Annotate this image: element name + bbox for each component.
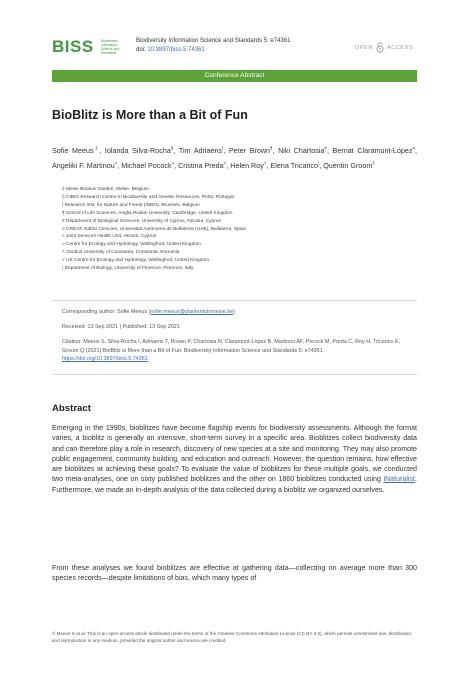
affiliation-item: ˄ Ovidius University of Constanta, Constanta, Romania — [62, 250, 180, 256]
author-affiliation-mark: ¤ — [412, 146, 415, 151]
author-affiliation-mark: ˅ — [263, 160, 267, 166]
author-name: Angeliki F. Martinou — [52, 161, 115, 171]
author-name: Peter Brown — [228, 146, 271, 156]
author-name: Cristina Preda — [178, 161, 224, 171]
author-affiliation-mark: ¦ — [318, 160, 320, 166]
logo-sub-line: Biodiversity — [101, 39, 118, 43]
author-entry — [178, 161, 230, 170]
corresponding-author — [62, 308, 235, 317]
author-name: Niki Chartosia — [278, 146, 325, 156]
author-affiliation-mark: ‡ — [93, 146, 100, 151]
affiliation-item: ¶ School of Life Sciences, Anglia Ruskin University, Cambridge, United Kingdom — [62, 210, 233, 216]
author-entry — [270, 161, 323, 170]
affiliation-item: ¤ CREAF, Edifici Ciencies, Universitat Autònoma de Bellaterra (UAB), Bellaterra, Spain — [62, 226, 247, 232]
affiliation-item: » Centre for Ecology and Hydrology, Wallingford, United Kingdom — [62, 242, 201, 248]
author-affiliation-mark: » — [171, 160, 175, 166]
open-access-right: ACCESS — [387, 44, 414, 51]
biss-logo: BISS — [52, 37, 94, 56]
abstract-paragraph-1 — [52, 423, 417, 495]
doi-prefix: doi: — [136, 47, 148, 53]
author-separator: , — [326, 146, 333, 156]
author-affiliation-mark: | — [222, 146, 224, 151]
author-name: Tim Adriaens — [178, 146, 223, 156]
doi-line — [136, 47, 205, 53]
author-entry — [278, 146, 332, 155]
author-separator: , — [266, 161, 271, 171]
abstract-paragraph-2: From these analyses we found bioblitzes are effective at gathering data—collecting on average more than 300 species records—despite limitations of bias, which many types of — [52, 564, 417, 583]
author-affiliation-mark: ˄ — [223, 160, 227, 166]
author-entry — [323, 161, 375, 170]
abstract-p1-text-end: . Furthermore, we made an in-depth analysis of the data collected during a bioblitz we organized ourselves. — [52, 475, 417, 494]
abstract-heading: Abstract — [52, 403, 91, 414]
affiliation-item: # Department of Biological Sciences, University of Cyprus, Nicosia, Cyprus — [62, 218, 221, 224]
author-name: Bernat Claramunt-López — [332, 146, 413, 156]
open-access-left: OPEN — [355, 44, 373, 51]
author-separator: , — [174, 161, 179, 171]
author-name: Michael Pocock — [121, 161, 172, 171]
author-list — [52, 143, 417, 173]
affiliation-item: § CIBIO Research Centre in Biodiversity and Genetic Resources, Porto, Portugal — [62, 194, 234, 200]
author-entry — [230, 161, 270, 170]
doi-link[interactable]: 10.3897/biss.5.74361 — [147, 47, 205, 53]
affiliation-item: ‡ Meise Botanic Garden, Meise, Belgium — [62, 187, 149, 192]
author-affiliation-mark: ‡ — [372, 160, 375, 166]
corresponding-label: Corresponding author: Sofie Meeus ( — [62, 309, 151, 315]
logo-sub-line: Information — [101, 43, 118, 47]
inaturalist-link[interactable]: iNaturalist — [383, 475, 416, 484]
page-header — [52, 36, 422, 58]
author-name: Quentin Groom — [323, 161, 373, 171]
author-name: Helen Roy — [230, 161, 264, 171]
author-separator: , — [223, 146, 229, 156]
affiliation-item: | Research Inst. for Nature and Forest (INBO), Brussels, Belgium — [62, 202, 200, 208]
author-affiliation-mark: § — [170, 146, 174, 151]
author-separator: , — [414, 146, 417, 156]
abstract-p1-text: Emerging in the 1990s, bioblitzes have become flagship events for biodiversity assessments. Although the format varies, a bioblitz is generally an intensive, short-term survey in a specific area. Bioblitzes collect biodiversity data and can therefore play a role in research, discovery of new species at a site and monitoring. They may also promote public engagement, community building, and education and outreach. However, the question remains, how effective are bioblitzes at achieving these goals? To evaluate the value of bioblitzes for these multiple goals, we conducted two meta-analyses, one on sixty published bioblitzes and the other on 1860 bioblitzes conducted using — [52, 424, 417, 484]
corresponding-close: ) — [233, 309, 235, 315]
affiliation-item: ¦ Department of Biology, University of Florence, Florence, Italy — [62, 266, 194, 272]
article-dates: Received: 13 Sep 2021 | Published: 13 Sep 2021 — [62, 324, 180, 330]
author-separator: , — [99, 146, 105, 156]
author-name: Elena Tricarico — [270, 161, 319, 171]
author-separator: , — [226, 161, 231, 171]
open-access-badge — [355, 42, 413, 53]
author-entry — [121, 161, 178, 170]
citation-doi-link[interactable]: https://doi.org/10.3897/biss.5.74361 — [62, 356, 148, 363]
author-name: Iolanda Silva-Rocha — [104, 146, 171, 156]
article-meta-box — [52, 300, 417, 375]
author-entry — [179, 146, 229, 155]
license-footer: © Meeus S et al. This is an open access article distributed under the terms of the Creative Commons Attribution License (CC BY 4.0), which permits unrestricted use, distribution, and reproduction in any medium, provided the original author and source are credited. — [52, 631, 413, 644]
corresponding-email-link[interactable]: sofie.meeus@plantentuinmeise.be — [150, 309, 234, 315]
open-lock-icon — [376, 42, 384, 53]
logo-subtitle — [101, 39, 131, 55]
author-entry — [333, 146, 417, 155]
affiliation-item: ˅ UK Centre for Ecology and Hydrology, Wallingford, United Kingdom — [62, 258, 210, 264]
affiliation-list — [62, 186, 412, 273]
author-entry — [52, 161, 121, 170]
author-separator: , — [319, 161, 324, 171]
journal-info: Biodiversity Information Science and Standards 5: e74361 — [136, 38, 291, 44]
author-separator: , — [272, 146, 279, 156]
logo-sub-line: Science and — [101, 47, 120, 51]
author-affiliation-mark: ¶ — [270, 146, 273, 151]
author-entry — [229, 146, 278, 155]
article-type-banner: Conference Abstract — [52, 70, 417, 82]
author-name: Sofie Meeus — [52, 146, 94, 156]
logo-sub-line: Standards — [101, 51, 117, 55]
author-entry — [105, 146, 179, 155]
author-affiliation-mark: « — [114, 160, 118, 166]
article-title: BioBlitz is More than a Bit of Fun — [52, 108, 248, 122]
author-affiliation-mark: # — [324, 146, 327, 151]
author-separator: , — [173, 146, 179, 156]
citation — [62, 338, 410, 364]
affiliation-item: « Joint Services Health Unit, Akrotiri, Cyprus — [62, 234, 157, 240]
author-separator: , — [117, 161, 122, 171]
citation-text: Citation: Meeus S, Silva-Rocha I, Adriaens T, Brown P, Chartosia N, Claramunt-López B, Martinou AF, Pocock M, Preda C, Roy H, Tricarico E, Groom Q (2021) BioBlitz is More than a Bit of Fun. Biodiversity Information Science and Standards 5: e74361. — [62, 339, 401, 354]
author-entry — [52, 146, 105, 155]
